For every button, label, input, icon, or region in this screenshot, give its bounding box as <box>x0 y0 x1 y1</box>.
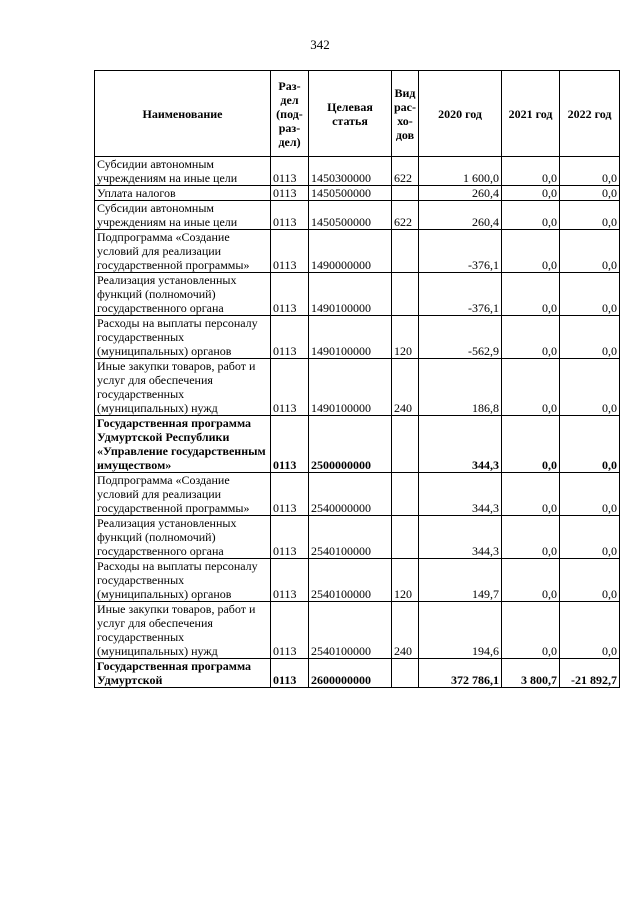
cell-razdel: 0113 <box>271 559 309 602</box>
cell-target: 2540000000 <box>309 473 392 516</box>
cell-y2021: 0,0 <box>502 273 560 316</box>
header-razdel: Раз- дел (под- раз- дел) <box>271 71 309 157</box>
table-row <box>95 473 620 516</box>
cell-y2022: 0,0 <box>560 473 620 516</box>
table-row <box>95 230 620 273</box>
cell-name: Расходы на выплаты персоналу государственных (муниципальных) органов <box>95 559 271 602</box>
cell-name: Реализация установленных функций (полномочий) государственного органа <box>95 516 271 559</box>
cell-target: 1450500000 <box>309 201 392 230</box>
cell-y2021: 0,0 <box>502 157 560 186</box>
cell-vid: 120 <box>392 316 419 359</box>
cell-y2020: 344,3 <box>419 516 502 559</box>
cell-vid <box>392 416 419 473</box>
cell-name: Субсидии автономным учреждениям на иные цели <box>95 157 271 186</box>
cell-razdel: 0113 <box>271 473 309 516</box>
cell-y2021: 0,0 <box>502 230 560 273</box>
table-row <box>95 186 620 201</box>
cell-y2020: 344,3 <box>419 473 502 516</box>
cell-y2022: 0,0 <box>560 316 620 359</box>
cell-y2022: 0,0 <box>560 416 620 473</box>
cell-y2020: 149,7 <box>419 559 502 602</box>
table-row <box>95 273 620 316</box>
cell-name: Уплата налогов <box>95 186 271 201</box>
cell-y2021: 0,0 <box>502 359 560 416</box>
cell-y2020: 344,3 <box>419 416 502 473</box>
table-row <box>95 201 620 230</box>
cell-name: Расходы на выплаты персоналу государственных (муниципальных) органов <box>95 316 271 359</box>
cell-target: 1490100000 <box>309 273 392 316</box>
cell-vid <box>392 659 419 688</box>
cell-y2022: 0,0 <box>560 186 620 201</box>
cell-vid: 622 <box>392 157 419 186</box>
cell-y2022: 0,0 <box>560 157 620 186</box>
header-target: Целевая статья <box>309 71 392 157</box>
cell-name: Иные закупки товаров, работ и услуг для обеспечения государственных (муниципальных) нужд <box>95 359 271 416</box>
budget-table <box>94 70 620 688</box>
cell-y2020: -562,9 <box>419 316 502 359</box>
cell-y2020: -376,1 <box>419 230 502 273</box>
cell-vid: 120 <box>392 559 419 602</box>
table-row <box>95 316 620 359</box>
cell-name: Государственная программа Удмуртской <box>95 659 271 688</box>
cell-name: Государственная программа Удмуртской Республики «Управление государственным имуществом» <box>95 416 271 473</box>
cell-razdel: 0113 <box>271 230 309 273</box>
cell-y2021: 0,0 <box>502 516 560 559</box>
cell-y2020: 372 786,1 <box>419 659 502 688</box>
cell-name: Субсидии автономным учреждениям на иные цели <box>95 201 271 230</box>
cell-target: 1490000000 <box>309 230 392 273</box>
cell-y2020: 260,4 <box>419 201 502 230</box>
cell-razdel: 0113 <box>271 359 309 416</box>
cell-vid <box>392 186 419 201</box>
table-row <box>95 157 620 186</box>
cell-y2021: 0,0 <box>502 602 560 659</box>
cell-y2020: 186,8 <box>419 359 502 416</box>
cell-target: 2600000000 <box>309 659 392 688</box>
cell-name: Подпрограмма «Создание условий для реализации государственной программы» <box>95 473 271 516</box>
cell-razdel: 0113 <box>271 416 309 473</box>
cell-y2020: -376,1 <box>419 273 502 316</box>
cell-target: 1490100000 <box>309 316 392 359</box>
cell-target: 1490100000 <box>309 359 392 416</box>
table-row <box>95 359 620 416</box>
header-row <box>95 71 620 157</box>
cell-y2020: 260,4 <box>419 186 502 201</box>
table-row <box>95 659 620 688</box>
cell-target: 2540100000 <box>309 559 392 602</box>
cell-vid <box>392 273 419 316</box>
cell-vid <box>392 516 419 559</box>
cell-y2022: 0,0 <box>560 201 620 230</box>
cell-vid <box>392 473 419 516</box>
cell-target: 2540100000 <box>309 602 392 659</box>
cell-y2021: 0,0 <box>502 473 560 516</box>
table-row <box>95 516 620 559</box>
cell-vid: 240 <box>392 359 419 416</box>
cell-vid: 622 <box>392 201 419 230</box>
cell-vid: 240 <box>392 602 419 659</box>
table-row <box>95 602 620 659</box>
cell-razdel: 0113 <box>271 201 309 230</box>
cell-y2021: 0,0 <box>502 201 560 230</box>
cell-y2021: 0,0 <box>502 416 560 473</box>
table-row <box>95 416 620 473</box>
cell-target: 2500000000 <box>309 416 392 473</box>
cell-y2021: 0,0 <box>502 559 560 602</box>
cell-target: 2540100000 <box>309 516 392 559</box>
cell-y2022: -21 892,7 <box>560 659 620 688</box>
cell-vid <box>392 230 419 273</box>
cell-y2022: 0,0 <box>560 230 620 273</box>
cell-name: Иные закупки товаров, работ и услуг для обеспечения государственных (муниципальных) нужд <box>95 602 271 659</box>
header-2021: 2021 год <box>502 71 560 157</box>
cell-y2022: 0,0 <box>560 559 620 602</box>
header-vid: Вид рас- хо- дов <box>392 71 419 157</box>
table-row <box>95 559 620 602</box>
cell-target: 1450300000 <box>309 157 392 186</box>
cell-target: 1450500000 <box>309 186 392 201</box>
page-number: 342 <box>310 37 330 52</box>
cell-y2022: 0,0 <box>560 516 620 559</box>
cell-razdel: 0113 <box>271 516 309 559</box>
cell-razdel: 0113 <box>271 273 309 316</box>
cell-y2022: 0,0 <box>560 359 620 416</box>
cell-razdel: 0113 <box>271 659 309 688</box>
cell-razdel: 0113 <box>271 316 309 359</box>
cell-y2022: 0,0 <box>560 602 620 659</box>
header-name: Наименование <box>95 71 271 157</box>
cell-y2020: 1 600,0 <box>419 157 502 186</box>
cell-y2022: 0,0 <box>560 273 620 316</box>
cell-razdel: 0113 <box>271 602 309 659</box>
cell-name: Подпрограмма «Создание условий для реализации государственной программы» <box>95 230 271 273</box>
cell-y2020: 194,6 <box>419 602 502 659</box>
cell-name: Реализация установленных функций (полномочий) государственного органа <box>95 273 271 316</box>
cell-y2021: 0,0 <box>502 186 560 201</box>
cell-razdel: 0113 <box>271 157 309 186</box>
header-2022: 2022 год <box>560 71 620 157</box>
cell-razdel: 0113 <box>271 186 309 201</box>
cell-y2021: 3 800,7 <box>502 659 560 688</box>
header-2020: 2020 год <box>419 71 502 157</box>
cell-y2021: 0,0 <box>502 316 560 359</box>
